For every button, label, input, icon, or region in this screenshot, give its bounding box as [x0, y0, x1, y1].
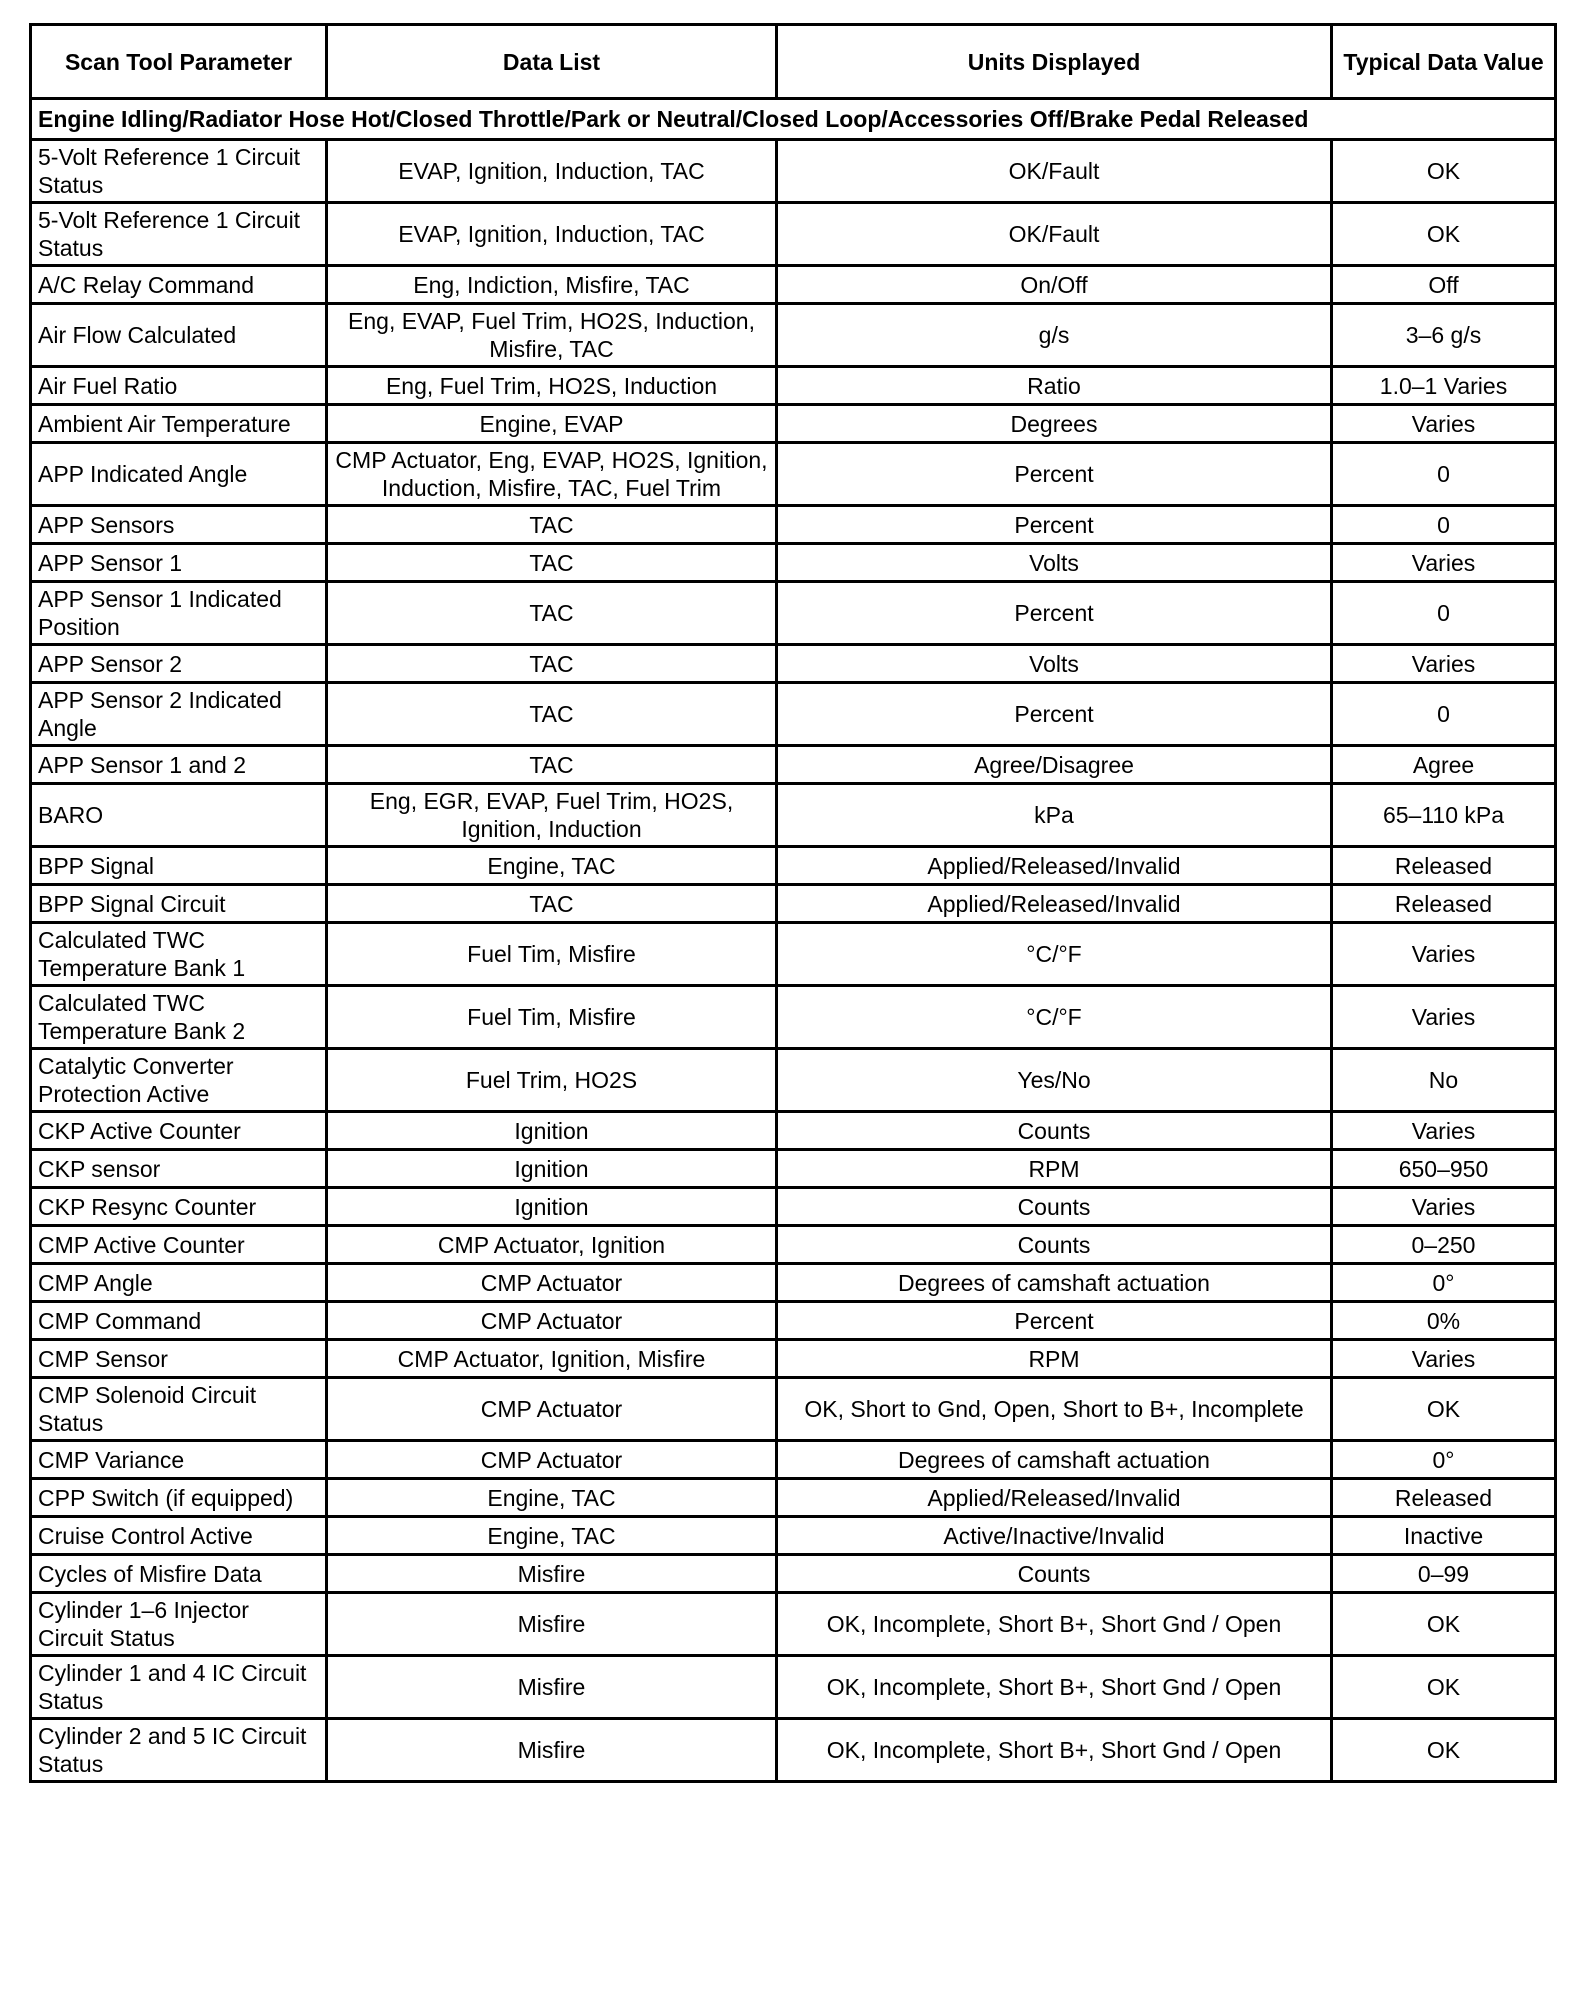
param-cell: Air Flow Calculated — [31, 304, 327, 367]
table-row — [31, 1517, 1556, 1555]
typical-value-cell: Varies — [1332, 1340, 1556, 1378]
data-list-cell: TAC — [327, 582, 777, 645]
param-cell: BPP Signal — [31, 847, 327, 885]
units-cell: Applied/Released/Invalid — [777, 885, 1332, 923]
table-row — [31, 506, 1556, 544]
typical-value-cell: OK — [1332, 1656, 1556, 1719]
param-cell: CMP Sensor — [31, 1340, 327, 1378]
typical-value-cell: OK — [1332, 1719, 1556, 1782]
param-cell: Air Fuel Ratio — [31, 367, 327, 405]
units-cell: Volts — [777, 544, 1332, 582]
typical-value-cell: Varies — [1332, 923, 1556, 986]
typical-value-cell: 1.0–1 Varies — [1332, 367, 1556, 405]
units-cell: OK, Incomplete, Short B+, Short Gnd / Open — [777, 1656, 1332, 1719]
table-row — [31, 203, 1556, 266]
data-list-cell: Eng, EVAP, Fuel Trim, HO2S, Induction, Misfire, TAC — [327, 304, 777, 367]
param-cell: APP Sensor 2 — [31, 645, 327, 683]
data-list-cell: Misfire — [327, 1555, 777, 1593]
data-list-cell: Misfire — [327, 1593, 777, 1656]
typical-value-cell: OK — [1332, 1378, 1556, 1441]
typical-value-cell: Released — [1332, 1479, 1556, 1517]
units-cell: Percent — [777, 683, 1332, 746]
data-list-cell: CMP Actuator — [327, 1302, 777, 1340]
param-cell: A/C Relay Command — [31, 266, 327, 304]
data-list-cell: CMP Actuator — [327, 1441, 777, 1479]
data-list-cell: TAC — [327, 683, 777, 746]
data-list-cell: Fuel Tim, Misfire — [327, 923, 777, 986]
table-row — [31, 1378, 1556, 1441]
units-cell: °C/°F — [777, 986, 1332, 1049]
typical-value-cell: Varies — [1332, 986, 1556, 1049]
typical-value-cell: 0° — [1332, 1441, 1556, 1479]
typical-value-cell: Released — [1332, 885, 1556, 923]
param-cell: CKP sensor — [31, 1150, 327, 1188]
typical-value-cell: OK — [1332, 140, 1556, 203]
header-typical-data-value: Typical Data Value — [1332, 25, 1556, 99]
data-list-cell: Eng, EGR, EVAP, Fuel Trim, HO2S, Ignition, Induction — [327, 784, 777, 847]
param-cell: BPP Signal Circuit — [31, 885, 327, 923]
units-cell: Volts — [777, 645, 1332, 683]
data-list-cell: TAC — [327, 506, 777, 544]
units-cell: On/Off — [777, 266, 1332, 304]
table-row — [31, 1656, 1556, 1719]
section-title: Engine Idling/Radiator Hose Hot/Closed Throttle/Park or Neutral/Closed Loop/Accessories Off/Brake Pedal Released — [31, 99, 1556, 140]
units-cell: Counts — [777, 1555, 1332, 1593]
units-cell: Ratio — [777, 367, 1332, 405]
table-row — [31, 544, 1556, 582]
typical-value-cell: Off — [1332, 266, 1556, 304]
units-cell: Yes/No — [777, 1049, 1332, 1112]
typical-value-cell: 3–6 g/s — [1332, 304, 1556, 367]
data-list-cell: TAC — [327, 746, 777, 784]
data-list-cell: Eng, Fuel Trim, HO2S, Induction — [327, 367, 777, 405]
param-cell: APP Sensors — [31, 506, 327, 544]
units-cell: RPM — [777, 1340, 1332, 1378]
typical-value-cell: Varies — [1332, 1188, 1556, 1226]
header-data-list: Data List — [327, 25, 777, 99]
table-row — [31, 304, 1556, 367]
units-cell: Agree/Disagree — [777, 746, 1332, 784]
param-cell: BARO — [31, 784, 327, 847]
table-row — [31, 1555, 1556, 1593]
table-row — [31, 367, 1556, 405]
data-list-cell: TAC — [327, 885, 777, 923]
table-row — [31, 405, 1556, 443]
table-row — [31, 443, 1556, 506]
param-cell: Ambient Air Temperature — [31, 405, 327, 443]
header-scan-tool-parameter: Scan Tool Parameter — [31, 25, 327, 99]
typical-value-cell: Varies — [1332, 645, 1556, 683]
data-list-cell: TAC — [327, 645, 777, 683]
data-list-cell: Eng, Indiction, Misfire, TAC — [327, 266, 777, 304]
data-list-cell: CMP Actuator — [327, 1378, 777, 1441]
param-cell: Calculated TWC Temperature Bank 2 — [31, 986, 327, 1049]
param-cell: Catalytic Converter Protection Active — [31, 1049, 327, 1112]
table-row — [31, 1719, 1556, 1782]
units-cell: Percent — [777, 582, 1332, 645]
typical-value-cell: 0 — [1332, 506, 1556, 544]
typical-value-cell: Varies — [1332, 544, 1556, 582]
table-row — [31, 784, 1556, 847]
typical-value-cell: 0% — [1332, 1302, 1556, 1340]
units-cell: Applied/Released/Invalid — [777, 1479, 1332, 1517]
param-cell: APP Sensor 2 Indicated Angle — [31, 683, 327, 746]
table-row — [31, 266, 1556, 304]
header-units-displayed: Units Displayed — [777, 25, 1332, 99]
table-row — [31, 923, 1556, 986]
table-row — [31, 1226, 1556, 1264]
data-list-cell: Ignition — [327, 1112, 777, 1150]
param-cell: CMP Active Counter — [31, 1226, 327, 1264]
table-row — [31, 1302, 1556, 1340]
units-cell: OK, Short to Gnd, Open, Short to B+, Incomplete — [777, 1378, 1332, 1441]
table-row — [31, 645, 1556, 683]
table-row — [31, 1112, 1556, 1150]
data-list-cell: Engine, TAC — [327, 847, 777, 885]
typical-value-cell: Released — [1332, 847, 1556, 885]
typical-value-cell: Agree — [1332, 746, 1556, 784]
units-cell: OK, Incomplete, Short B+, Short Gnd / Open — [777, 1593, 1332, 1656]
units-cell: Degrees of camshaft actuation — [777, 1441, 1332, 1479]
param-cell: CKP Resync Counter — [31, 1188, 327, 1226]
table-row — [31, 746, 1556, 784]
typical-value-cell: Varies — [1332, 1112, 1556, 1150]
param-cell: 5-Volt Reference 1 Circuit Status — [31, 140, 327, 203]
typical-value-cell: Varies — [1332, 405, 1556, 443]
units-cell: OK/Fault — [777, 203, 1332, 266]
param-cell: Calculated TWC Temperature Bank 1 — [31, 923, 327, 986]
units-cell: Degrees of camshaft actuation — [777, 1264, 1332, 1302]
units-cell: °C/°F — [777, 923, 1332, 986]
data-list-cell: CMP Actuator, Ignition — [327, 1226, 777, 1264]
table-row — [31, 1441, 1556, 1479]
data-list-cell: EVAP, Ignition, Induction, TAC — [327, 203, 777, 266]
param-cell: CKP Active Counter — [31, 1112, 327, 1150]
typical-value-cell: OK — [1332, 203, 1556, 266]
param-cell: CPP Switch (if equipped) — [31, 1479, 327, 1517]
units-cell: OK/Fault — [777, 140, 1332, 203]
param-cell: Cylinder 1–6 Injector Circuit Status — [31, 1593, 327, 1656]
typical-value-cell: 0–250 — [1332, 1226, 1556, 1264]
data-list-cell: CMP Actuator, Eng, EVAP, HO2S, Ignition, Induction, Misfire, TAC, Fuel Trim — [327, 443, 777, 506]
data-list-cell: Ignition — [327, 1150, 777, 1188]
typical-value-cell: 650–950 — [1332, 1150, 1556, 1188]
data-list-cell: Misfire — [327, 1719, 777, 1782]
typical-value-cell: 65–110 kPa — [1332, 784, 1556, 847]
typical-value-cell: 0 — [1332, 683, 1556, 746]
section-row — [31, 99, 1556, 140]
typical-value-cell: OK — [1332, 1593, 1556, 1656]
units-cell: Applied/Released/Invalid — [777, 847, 1332, 885]
units-cell: Counts — [777, 1188, 1332, 1226]
units-cell: Percent — [777, 1302, 1332, 1340]
units-cell: Degrees — [777, 405, 1332, 443]
data-list-cell: TAC — [327, 544, 777, 582]
units-cell: Percent — [777, 506, 1332, 544]
units-cell: RPM — [777, 1150, 1332, 1188]
typical-value-cell: 0° — [1332, 1264, 1556, 1302]
table-row — [31, 1264, 1556, 1302]
param-cell: APP Indicated Angle — [31, 443, 327, 506]
table-row — [31, 847, 1556, 885]
param-cell: CMP Solenoid Circuit Status — [31, 1378, 327, 1441]
table-row — [31, 683, 1556, 746]
data-list-cell: CMP Actuator — [327, 1264, 777, 1302]
data-list-cell: EVAP, Ignition, Induction, TAC — [327, 140, 777, 203]
typical-value-cell: 0 — [1332, 582, 1556, 645]
data-list-cell: Engine, EVAP — [327, 405, 777, 443]
param-cell: CMP Command — [31, 1302, 327, 1340]
units-cell: Active/Inactive/Invalid — [777, 1517, 1332, 1555]
param-cell: APP Sensor 1 Indicated Position — [31, 582, 327, 645]
data-list-cell: Fuel Tim, Misfire — [327, 986, 777, 1049]
data-list-cell: Engine, TAC — [327, 1517, 777, 1555]
header-row — [31, 25, 1556, 99]
typical-value-cell: 0 — [1332, 443, 1556, 506]
units-cell: Counts — [777, 1226, 1332, 1264]
table-row — [31, 1049, 1556, 1112]
table-row — [31, 986, 1556, 1049]
param-cell: Cycles of Misfire Data — [31, 1555, 327, 1593]
table-row — [31, 1150, 1556, 1188]
table-row — [31, 582, 1556, 645]
table-row — [31, 1188, 1556, 1226]
table-row — [31, 1479, 1556, 1517]
table-row — [31, 1593, 1556, 1656]
table-row — [31, 885, 1556, 923]
data-list-cell: Ignition — [327, 1188, 777, 1226]
units-cell: kPa — [777, 784, 1332, 847]
param-cell: 5-Volt Reference 1 Circuit Status — [31, 203, 327, 266]
table-row — [31, 140, 1556, 203]
table-header — [31, 25, 1556, 99]
units-cell: Counts — [777, 1112, 1332, 1150]
data-list-cell: CMP Actuator, Ignition, Misfire — [327, 1340, 777, 1378]
table-row — [31, 1340, 1556, 1378]
table-body — [31, 99, 1556, 1782]
param-cell: Cylinder 2 and 5 IC Circuit Status — [31, 1719, 327, 1782]
param-cell: Cylinder 1 and 4 IC Circuit Status — [31, 1656, 327, 1719]
units-cell: Percent — [777, 443, 1332, 506]
param-cell: APP Sensor 1 — [31, 544, 327, 582]
param-cell: Cruise Control Active — [31, 1517, 327, 1555]
typical-value-cell: Inactive — [1332, 1517, 1556, 1555]
typical-value-cell: 0–99 — [1332, 1555, 1556, 1593]
param-cell: CMP Variance — [31, 1441, 327, 1479]
units-cell: OK, Incomplete, Short B+, Short Gnd / Open — [777, 1719, 1332, 1782]
units-cell: g/s — [777, 304, 1332, 367]
data-list-cell: Engine, TAC — [327, 1479, 777, 1517]
param-cell: CMP Angle — [31, 1264, 327, 1302]
scan-tool-parameter-table — [29, 23, 1557, 1783]
typical-value-cell: No — [1332, 1049, 1556, 1112]
param-cell: APP Sensor 1 and 2 — [31, 746, 327, 784]
data-list-cell: Fuel Trim, HO2S — [327, 1049, 777, 1112]
data-list-cell: Misfire — [327, 1656, 777, 1719]
